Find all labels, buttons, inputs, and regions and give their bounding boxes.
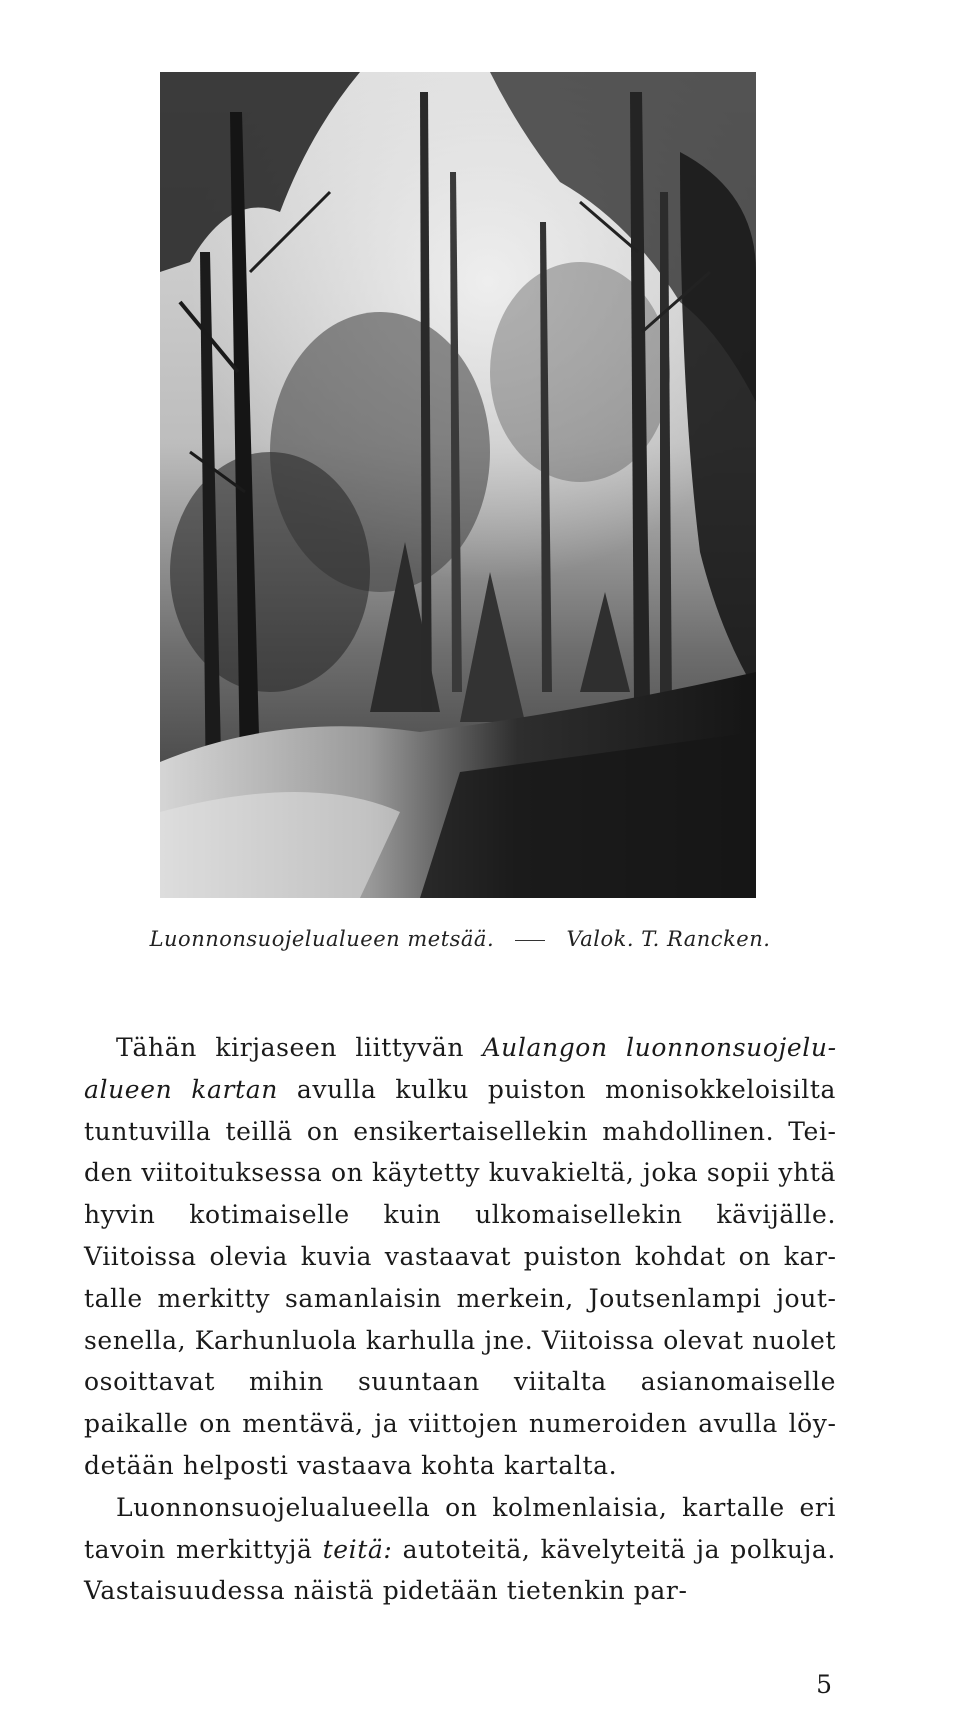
paragraph-2-emphasis: teitä: xyxy=(322,1534,393,1564)
forest-photo xyxy=(160,72,756,898)
page-number: 5 xyxy=(816,1670,832,1699)
caption-dash xyxy=(515,940,545,941)
paragraph-1 xyxy=(84,1027,836,1487)
paragraph-1-text-1: Tähän kirjaseen liittyvän xyxy=(116,1033,483,1062)
body-text xyxy=(84,1027,836,1612)
paragraph-1-text-2: avulla kulku puiston monisokkeloisilta tuntuvilla teillä on ensikertaisellekin mahdollinen. Teiden viitoituksessa on käytetty kuvakieltä, joka sopii yhtä hyvin kotimaiselle kuin ulkomaisellekin kävijälle. Viitoissa olevia kuvia vastaavat puiston kohdat on kartalle merkitty samanlaisin merkein, Joutsenlampi joutsenella, Karhunluola karhulla jne. Viitoissa olevat nuolet osoittavat mihin suuntaan viitalta asianomaiselle paikalle on mentävä, ja viittojen numeroiden avulla löydetään helposti vastaava kohta kartalta. xyxy=(84,1074,836,1480)
forest-photo-icon xyxy=(160,72,756,898)
photo-caption xyxy=(0,927,920,951)
paragraph-2-text-1: Luonnonsuojelualueella on kolmenlaisia, kartalle eri tavoin merkittyjä xyxy=(84,1492,836,1564)
paragraph-2-text-2: autoteitä, kävelyteitä ja polkuja. Vastaisuudessa näistä pidetään tietenkin par- xyxy=(84,1534,836,1606)
paragraph-2 xyxy=(84,1487,836,1612)
caption-credit: Valok. T. Rancken. xyxy=(566,927,771,951)
paragraph-1-map-title: Aulangon luonnonsuojelualueen kartan xyxy=(84,1033,837,1104)
caption-title: Luonnonsuojelualueen metsää. xyxy=(149,927,495,951)
